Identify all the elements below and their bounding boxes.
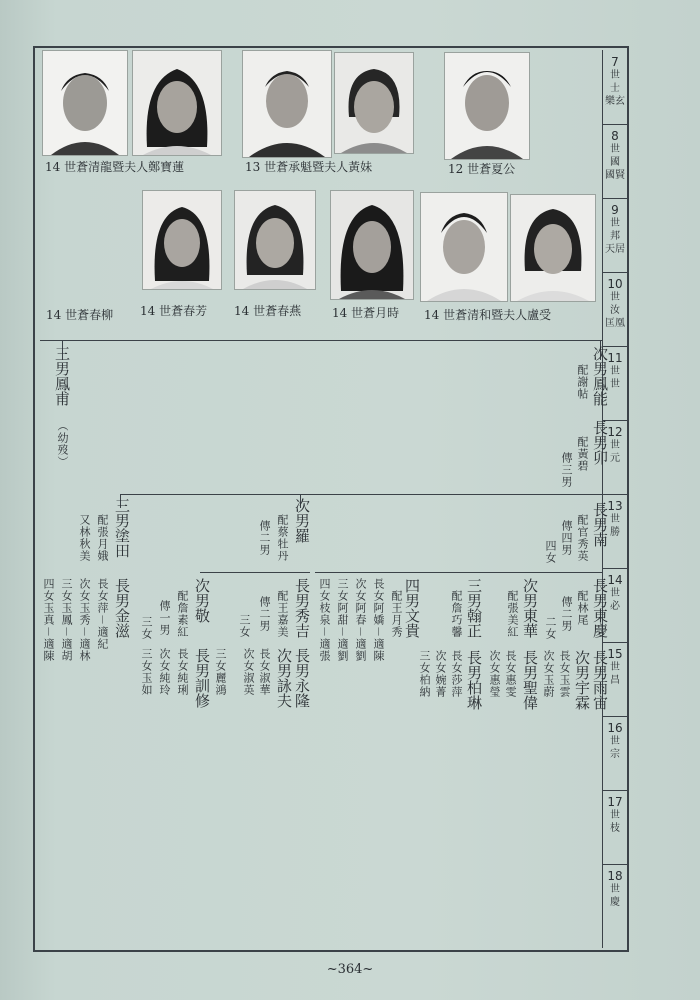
gen-number: 11 bbox=[607, 351, 623, 365]
gen-note: 樂玄 bbox=[605, 96, 625, 107]
daughter-label: 次女玉秀－適林 bbox=[78, 578, 91, 662]
person-yong-long: 長男永隆 bbox=[293, 648, 311, 708]
generation-column bbox=[602, 50, 627, 948]
person-yu-lin: 次男宇霖 bbox=[573, 650, 591, 710]
person-mao: 長男卯 bbox=[591, 420, 609, 465]
spouse-label: 配詹巧馨 bbox=[450, 590, 463, 638]
gen-number: 10 bbox=[607, 277, 623, 291]
gen-name: 士 bbox=[610, 83, 620, 94]
generation-9 bbox=[603, 204, 627, 256]
gen-label: 世 bbox=[610, 662, 620, 673]
generation-17 bbox=[603, 796, 627, 835]
descendant-note: 傳一男 bbox=[158, 600, 171, 636]
tree-line bbox=[200, 572, 310, 573]
descendant-note: 傳四男 bbox=[560, 520, 573, 556]
portrait-photo bbox=[444, 52, 530, 160]
page-number: ~364~ bbox=[326, 962, 374, 977]
spouse-label: 配張月娥 bbox=[96, 514, 109, 562]
gen-number: 18 bbox=[607, 869, 623, 883]
portrait-photo bbox=[420, 192, 508, 302]
gen-number: 13 bbox=[607, 499, 623, 513]
tree-line bbox=[40, 340, 602, 341]
gen-name: 汝 bbox=[610, 305, 620, 316]
generation-18 bbox=[603, 870, 627, 909]
gen-name: 慶 bbox=[610, 897, 620, 908]
gen-note: 天居 bbox=[605, 244, 625, 255]
person-tu-tian: 三男塗田 bbox=[113, 498, 131, 558]
gen-name: 元 bbox=[610, 453, 620, 464]
person-bai-lin: 長男柏琳 bbox=[465, 650, 483, 710]
gen-number: 17 bbox=[607, 795, 623, 809]
gen-number: 16 bbox=[607, 721, 623, 735]
spouse-label: 配王嘉美 bbox=[276, 590, 289, 638]
gen-name: 昌 bbox=[610, 675, 620, 686]
gen-label: 世 bbox=[610, 588, 620, 599]
portrait-photo bbox=[234, 190, 316, 290]
daughter-label: 長女阿嬌－適陳 bbox=[372, 578, 385, 662]
gen-name: 勝 bbox=[610, 527, 620, 538]
daughter-label: 三女麗鴻 bbox=[214, 648, 227, 696]
photo-caption: 14 世蒼清和暨夫人盧受 bbox=[424, 308, 552, 322]
gen-name: 邦 bbox=[610, 231, 620, 242]
gen-number: 9 bbox=[611, 203, 619, 217]
spouse-label: 配詹素紅 bbox=[176, 590, 189, 638]
gen-label: 世 bbox=[610, 736, 620, 747]
gen-label: 世 bbox=[610, 514, 620, 525]
gen-number: 14 bbox=[607, 573, 623, 587]
person-wen-gui: 四男文貴 bbox=[403, 578, 421, 638]
person-nan: 長男南 bbox=[591, 502, 609, 547]
person-feng-neng: 次男鳳能 bbox=[591, 346, 609, 406]
spouse-label: 配張美紅 bbox=[506, 590, 519, 638]
spouse-label: 又林秋美 bbox=[78, 514, 91, 562]
daughter-label: 四女玉真－適陳 bbox=[42, 578, 55, 662]
photo-caption: 14 世蒼清龍暨夫人鄭寶蓮 bbox=[45, 160, 185, 174]
gen-label: 世 bbox=[610, 366, 620, 377]
descendant-note: （幼歿） bbox=[56, 420, 69, 468]
person-han-zheng: 三男翰正 bbox=[465, 578, 483, 638]
spouse-label: 配謝帖 bbox=[576, 364, 589, 400]
gen-name: 枝 bbox=[610, 823, 620, 834]
spouse-label: 配蔡牡丹 bbox=[276, 514, 289, 562]
daughter-label: 三女玉鳳－適胡 bbox=[60, 578, 73, 662]
descendant-note: 三女 bbox=[140, 616, 153, 640]
daughter-label: 長女惠雯 bbox=[504, 650, 517, 698]
daughter-label: 次女淑英 bbox=[242, 648, 255, 696]
gen-name: 國 bbox=[610, 157, 620, 168]
photo-caption: 14 世蒼月時 bbox=[332, 306, 400, 320]
gen-number: 8 bbox=[611, 129, 619, 143]
daughter-label: 次女阿春－適劉 bbox=[354, 578, 367, 662]
daughter-label: 次女玉蔚 bbox=[542, 650, 555, 698]
tree-line bbox=[120, 494, 602, 495]
generation-16 bbox=[603, 722, 627, 761]
gen-label: 世 bbox=[610, 292, 620, 303]
spouse-label: 配王月秀 bbox=[390, 590, 403, 638]
descendant-note: 傳二男 bbox=[258, 520, 271, 556]
gen-label: 世 bbox=[610, 144, 620, 155]
person-feng-fu: 三男鳳甫 bbox=[53, 346, 71, 406]
spouse-label: 配官秀英 bbox=[576, 514, 589, 562]
daughter-label: 長女淑華 bbox=[258, 648, 271, 696]
generation-7 bbox=[603, 56, 627, 108]
daughter-label: 長女萍－適紀 bbox=[96, 578, 109, 650]
gen-number: 15 bbox=[607, 647, 623, 661]
gen-note: 國賢 bbox=[605, 170, 625, 181]
daughter-label: 三女玉如 bbox=[140, 648, 153, 696]
daughter-label: 三女阿甜－適劉 bbox=[336, 578, 349, 662]
generation-10 bbox=[603, 278, 627, 330]
person-yu-zhou: 長男雨宙 bbox=[591, 650, 609, 710]
gen-name: 宗 bbox=[610, 749, 620, 760]
person-xiu-ji: 長男秀吉 bbox=[293, 578, 311, 638]
descendant-note: 傳三男 bbox=[560, 452, 573, 488]
daughter-label: 三女 bbox=[238, 614, 251, 638]
portrait-photo bbox=[142, 190, 222, 290]
spouse-label: 配林尾 bbox=[576, 590, 589, 626]
descendant-note: 傳二男 bbox=[258, 596, 271, 632]
daughter-label: 長女莎萍 bbox=[450, 650, 463, 698]
person-jing: 次男敬 bbox=[193, 578, 211, 623]
gen-number: 12 bbox=[607, 425, 623, 439]
person-luo: 次男羅 bbox=[293, 498, 311, 543]
gen-number: 7 bbox=[611, 55, 619, 69]
descendant-note: 傳二男 bbox=[560, 596, 573, 632]
gen-label: 世 bbox=[610, 440, 620, 451]
portrait-photo bbox=[330, 190, 414, 300]
daughter-label: 次女惠瑩 bbox=[488, 650, 501, 698]
daughter-label: 長女純琍 bbox=[176, 648, 189, 696]
gen-name: 必 bbox=[610, 601, 620, 612]
person-sheng-wei: 長男聖偉 bbox=[521, 650, 539, 710]
person-xun-xiu: 長男訓修 bbox=[193, 648, 211, 708]
descendant-note: 二女 bbox=[544, 616, 557, 640]
daughter-label: 次女純玲 bbox=[158, 648, 171, 696]
daughter-label: 次女婉菁 bbox=[434, 650, 447, 698]
person-jin-zi: 長男金滋 bbox=[113, 578, 131, 638]
daughter-label: 四女枝泉－適張 bbox=[318, 578, 331, 662]
gen-label: 世 bbox=[610, 884, 620, 895]
photo-caption: 14 世蒼春柳 bbox=[46, 308, 114, 322]
photo-caption: 13 世蒼承魁暨夫人黃妹 bbox=[245, 160, 373, 174]
portrait-photo bbox=[510, 194, 596, 302]
spouse-label: 配黃碧 bbox=[576, 436, 589, 472]
gen-name: 世 bbox=[610, 379, 620, 390]
portrait-photo bbox=[242, 50, 332, 158]
gen-label: 世 bbox=[610, 810, 620, 821]
photo-caption: 12 世蒼夏公 bbox=[448, 162, 516, 176]
daughter-label: 三女柏納 bbox=[418, 650, 431, 698]
daughter-label: 長女玉雲 bbox=[558, 650, 571, 698]
portrait-photo bbox=[132, 50, 222, 156]
descendant-note: 四女 bbox=[544, 540, 557, 564]
photo-caption: 14 世蒼春芳 bbox=[140, 304, 208, 318]
gen-note: 匡凰 bbox=[605, 318, 625, 329]
gen-label: 世 bbox=[610, 218, 620, 229]
person-yong-fu: 次男詠夫 bbox=[275, 648, 293, 708]
photo-caption: 14 世蒼春燕 bbox=[234, 304, 302, 318]
generation-8 bbox=[603, 130, 627, 182]
person-dong-hua: 次男東華 bbox=[521, 578, 539, 638]
tree-line bbox=[315, 572, 602, 573]
portrait-photo bbox=[42, 50, 128, 156]
portrait-photo bbox=[334, 52, 414, 154]
gen-label: 世 bbox=[610, 70, 620, 81]
person-dong-qing: 長男東慶 bbox=[591, 578, 609, 638]
